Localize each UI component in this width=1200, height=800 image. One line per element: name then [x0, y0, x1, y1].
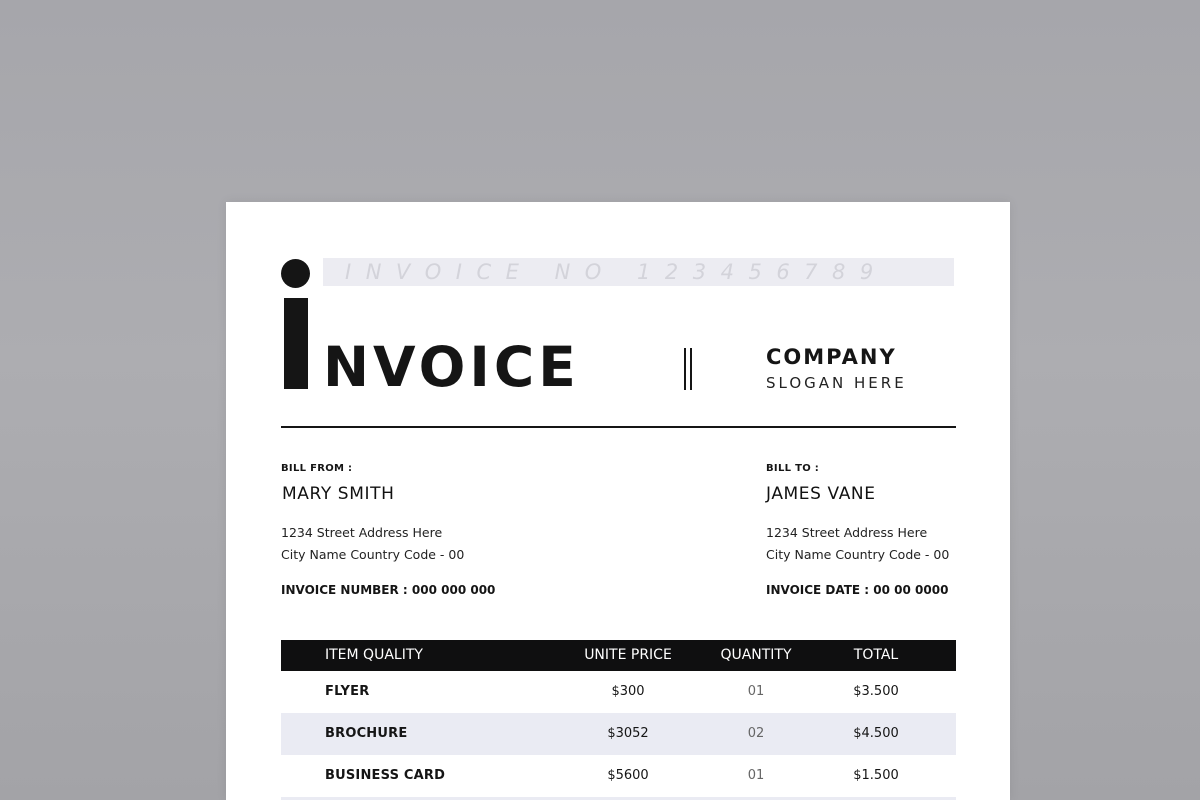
- header-quantity: QUANTITY: [720, 647, 792, 663]
- bill-to-name: JAMES VANE: [766, 484, 876, 504]
- row-item: BUSINESS CARD: [325, 768, 446, 783]
- title-divider-bar: [690, 348, 692, 390]
- invoice-number-band-text: INVOICE NO 123456789: [345, 260, 888, 284]
- invoice-date: INVOICE DATE : 00 00 0000: [766, 583, 949, 597]
- invoice-title: NVOICE: [323, 335, 580, 399]
- row-total: $1.500: [853, 768, 899, 783]
- bill-from-address-line1: 1234 Street Address Here: [281, 525, 443, 540]
- header-divider: [281, 426, 956, 428]
- title-divider-bar: [684, 348, 686, 390]
- bill-to-address-line1: 1234 Street Address Here: [766, 525, 928, 540]
- bill-from-name: MARY SMITH: [282, 484, 395, 504]
- row-quantity: 01: [747, 684, 765, 699]
- bill-from-label: BILL FROM :: [281, 463, 353, 474]
- row-price: $3052: [607, 726, 649, 741]
- row-price: $5600: [607, 768, 649, 783]
- header-total: TOTAL: [853, 647, 899, 663]
- row-quantity: 01: [747, 768, 765, 783]
- header-unit-price: UNITE PRICE: [584, 647, 672, 663]
- bill-to-label: BILL TO :: [766, 463, 820, 474]
- row-total: $3.500: [853, 684, 899, 699]
- table-row: [281, 755, 956, 797]
- company-name: COMPANY: [766, 345, 897, 369]
- invoice-number-band: [323, 258, 954, 286]
- invoice-number: INVOICE NUMBER : 000 000 000: [281, 583, 496, 597]
- bill-to-address-line2: City Name Country Code - 00: [766, 547, 950, 562]
- row-price: $300: [611, 684, 645, 699]
- row-total: $4.500: [853, 726, 899, 741]
- table-row: [281, 713, 956, 755]
- row-item: FLYER: [325, 684, 370, 699]
- title-initial-stem: [284, 298, 308, 389]
- table-row: [281, 671, 956, 713]
- items-table: [281, 640, 956, 800]
- company-slogan: SLOGAN HERE: [766, 374, 907, 392]
- row-item: BROCHURE: [325, 726, 408, 741]
- table-header: [281, 640, 956, 671]
- row-quantity: 02: [747, 726, 765, 741]
- header-item: ITEM QUALITY: [325, 647, 423, 663]
- title-initial-dot: [281, 259, 310, 288]
- bill-from-address-line2: City Name Country Code - 00: [281, 547, 465, 562]
- invoice-document: [226, 202, 1010, 800]
